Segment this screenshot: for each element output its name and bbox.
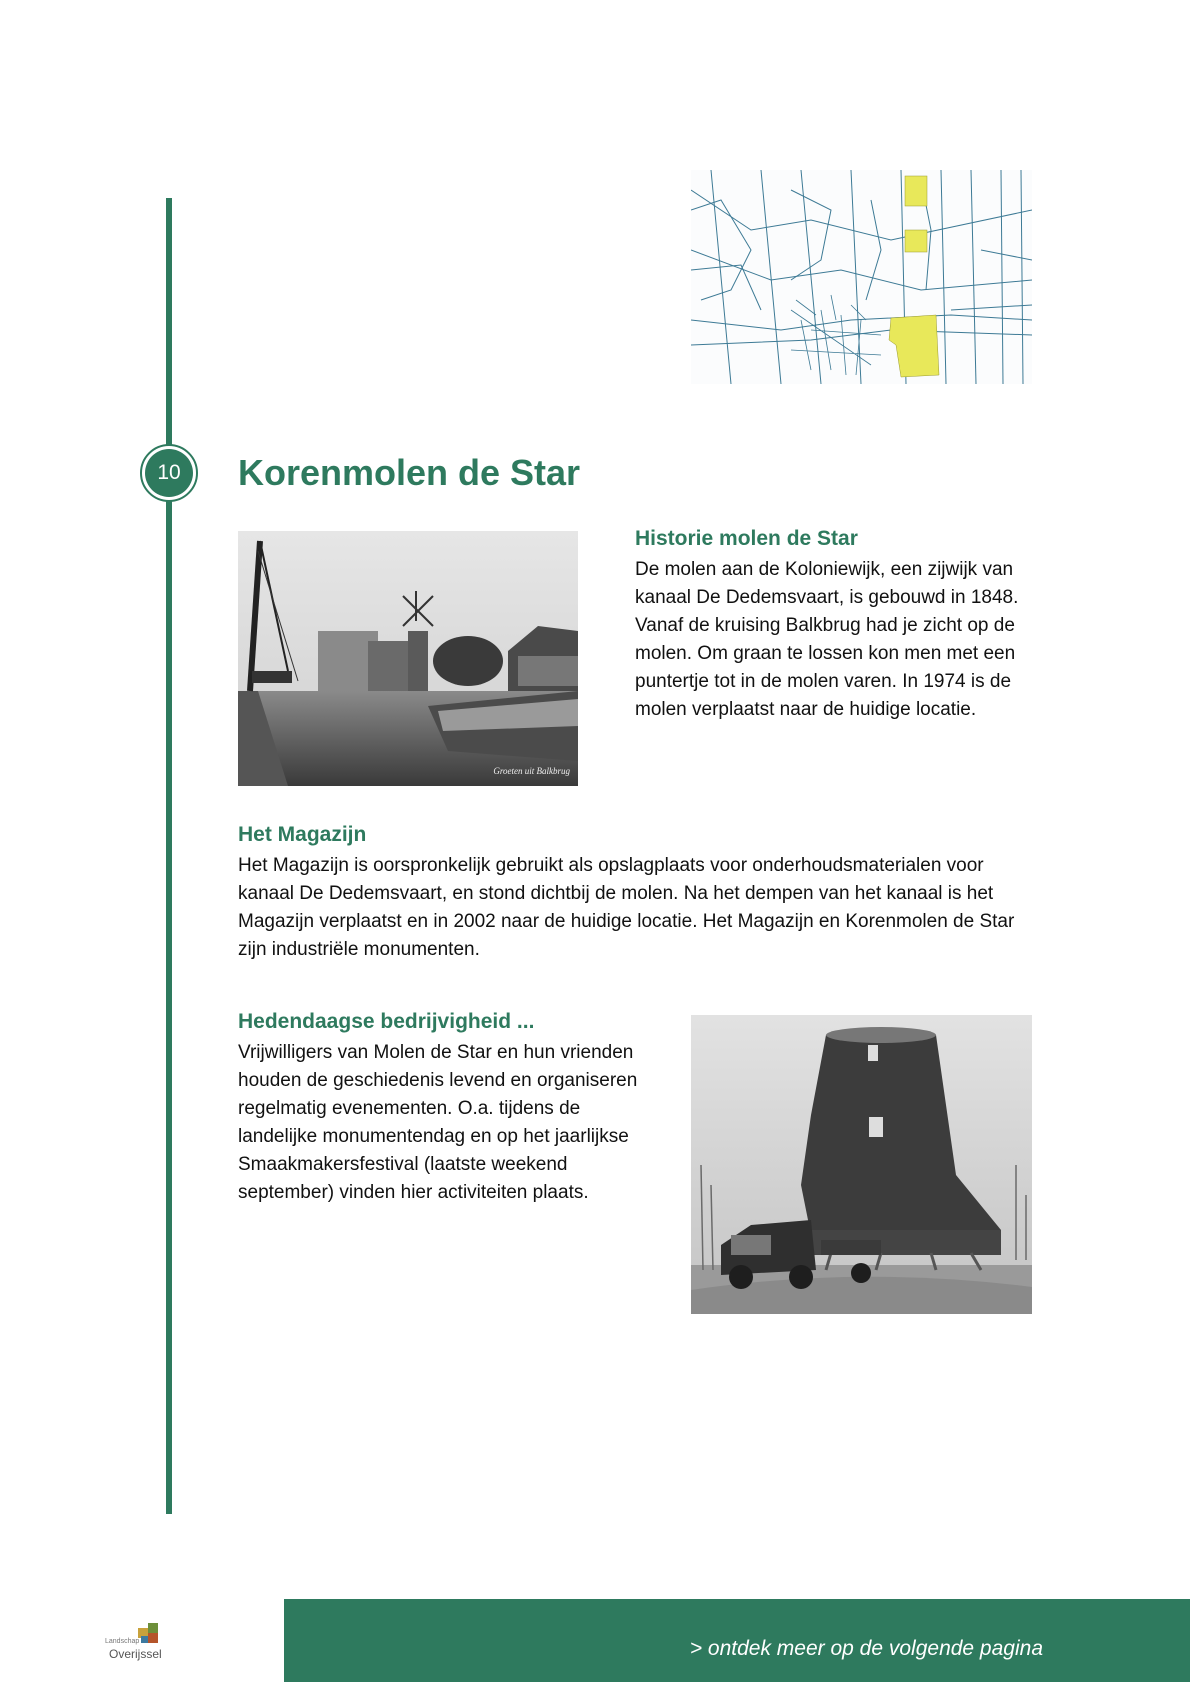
magazijn-text: Het Magazijn is oorspronkelijk gebruikt als opslagplaats voor onderhoudsmaterialen voor kanaal De Dedemsvaart, en stond dichtbij de molen. Na het dempen van het kanaal is het Magazijn verplaatst en in 2002 naar de huidige locatie. Het Magazijn en Korenmolen de Star zijn industriële monumenten. [238, 855, 1015, 960]
logo-text-big: Overijssel [109, 1647, 162, 1661]
photo-caption: Groeten uit Balkbrug [493, 766, 570, 776]
bedrijvigheid-heading: Hedendaagse bedrijvigheid ... [238, 1010, 535, 1033]
timeline-line [166, 198, 172, 1514]
footer-bar [284, 1599, 1190, 1682]
logo-text-small: Landschap [105, 1638, 140, 1645]
mill-transport-photo [691, 1015, 1032, 1314]
historie-heading: Historie molen de Star [635, 527, 858, 550]
historie-text: De molen aan de Koloniewijk, een zijwijk van kanaal De Dedemsvaart, is gebouwd in 1848. Vanaf de kruising Balkbrug had je zicht op de molen. Om graan te lossen kon men met een puntertje tot in de molen varen. In 1974 is de molen verplaatst naar de huidige locatie. [635, 559, 1019, 720]
magazijn-heading: Het Magazijn [238, 823, 367, 846]
historic-canal-photo [238, 531, 578, 786]
landschap-overijssel-logo [105, 1623, 185, 1663]
page-title: Korenmolen de Star [238, 452, 581, 493]
next-page-link[interactable]: > ontdek meer op de volgende pagina [689, 1637, 1043, 1660]
bedrijvigheid-text: Vrijwilligers van Molen de Star en hun vrienden houden de geschiedenis levend en organiseren regelmatig evenementen. O.a. tijdens de landelijke monumentendag en op het jaarlijkse Smaakmakersfestival (laatste weekend september) vinden hier activiteiten plaats. [238, 1042, 638, 1203]
number-badge: 10 [145, 449, 193, 497]
location-map [691, 170, 1032, 384]
